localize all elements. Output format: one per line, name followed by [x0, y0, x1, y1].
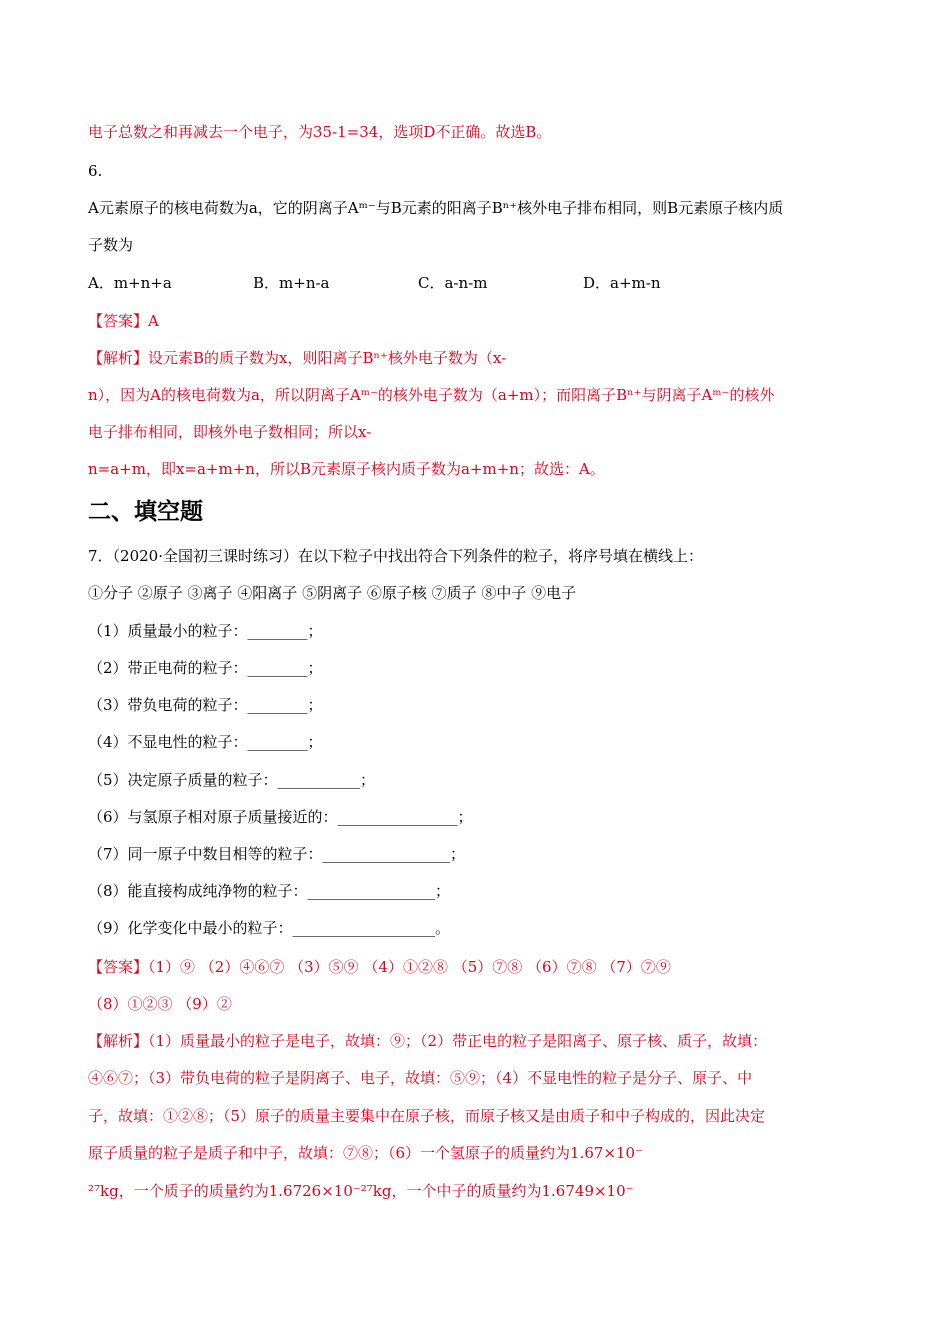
q6-option-d: D．a+m-n	[583, 274, 661, 292]
q7-item: （1）质量最小的粒子：________；	[88, 622, 323, 640]
q6-analysis-line: n=a+m，即x=a+m+n，所以B元素原子核内质子数为a+m+n；故选：A。	[88, 460, 605, 478]
q7-item: （7）同一原子中数目相等的粒子：_________________；	[88, 845, 466, 863]
q7-answer-line1: 【答案】（1）⑨ （2）④⑥⑦ （3）⑤⑨ （4）①②⑧ （5）⑦⑧ （6）⑦⑧ （7）⑦⑨	[88, 958, 671, 976]
q7-analysis-line: ④⑥⑦；（3）带负电荷的粒子是阴离子、电子，故填：⑤⑨；（4）不显电性的粒子是分子、原子、中	[88, 1069, 753, 1087]
q7-item: （6）与氢原子相对原子质量接近的：________________；	[88, 808, 473, 826]
q7-item: （3）带负电荷的粒子：________；	[88, 696, 323, 714]
q7-answer-line2: （8）①②③ （9）②	[88, 995, 232, 1013]
q7-analysis-line: 原子质量的粒子是质子和中子，故填：⑦⑧；（6）一个氢原子的质量约为1.67×10⁻	[88, 1144, 644, 1162]
q6-analysis-line: 电子排布相同，即核外电子数相同；所以x-	[88, 423, 372, 441]
q6-analysis-line: n），因为A的核电荷数为a，所以阴离子Aᵐ⁻的核外电子数为（a+m）；而阳离子Bⁿ⁺与阴离子Aᵐ⁻的核外	[88, 386, 775, 404]
section-title: 二、填空题	[88, 499, 203, 525]
q7-analysis-line: 子，故填：①②⑧；（5）原子的质量主要集中在原子核，而原子核又是由质子和中子构成的，因此决定	[88, 1107, 766, 1125]
q7-item: （5）决定原子质量的粒子：___________；	[88, 771, 376, 789]
q6-number: 6.	[88, 162, 103, 180]
q6-stem-line1: A元素原子的核电荷数为a，它的阴离子Aᵐ⁻与B元素的阳离子Bⁿ⁺核外电子排布相同，则B元素原子核内质	[88, 199, 784, 217]
q7-item: （2）带正电荷的粒子：________；	[88, 659, 323, 677]
q5-analysis-tail: 电子总数之和再减去一个电子，为35-1=34，选项D不正确。故选B。	[88, 123, 552, 141]
q7-item: （4）不显电性的粒子：________；	[88, 733, 323, 751]
q6-option-b: B．m+n-a	[253, 274, 330, 292]
q7-item: （8）能直接构成纯净物的粒子：_________________；	[88, 882, 451, 900]
q7-analysis-line: 【解析】（1）质量最小的粒子是电子，故填：⑨；（2）带正电的粒子是阳离子、原子核、质子，故填：	[88, 1032, 768, 1050]
q6-answer: 【答案】A	[88, 312, 159, 330]
q7-item: （9）化学变化中最小的粒子：___________________。	[88, 919, 451, 937]
q6-option-c: C．a-n-m	[418, 274, 488, 292]
q6-option-a: A．m+n+a	[88, 274, 172, 292]
q6-analysis-line: 【解析】设元素B的质子数为x，则阳离子Bⁿ⁺核外电子数为（x-	[88, 349, 507, 367]
q7-particles: ①分子 ②原子 ③离子 ④阳离子 ⑤阴离子 ⑥原子核 ⑦质子 ⑧中子 ⑨电子	[88, 584, 577, 602]
q7-analysis-line: ²⁷kg，一个质子的质量约为1.6726×10⁻²⁷kg，一个中子的质量约为1.6749×10⁻	[88, 1182, 634, 1200]
q6-stem-line2: 子数为	[88, 236, 134, 254]
q7-stem: 7．（2020·全国初三课时练习）在以下粒子中找出符合下列条件的粒子，将序号填在横线上：	[88, 547, 703, 565]
